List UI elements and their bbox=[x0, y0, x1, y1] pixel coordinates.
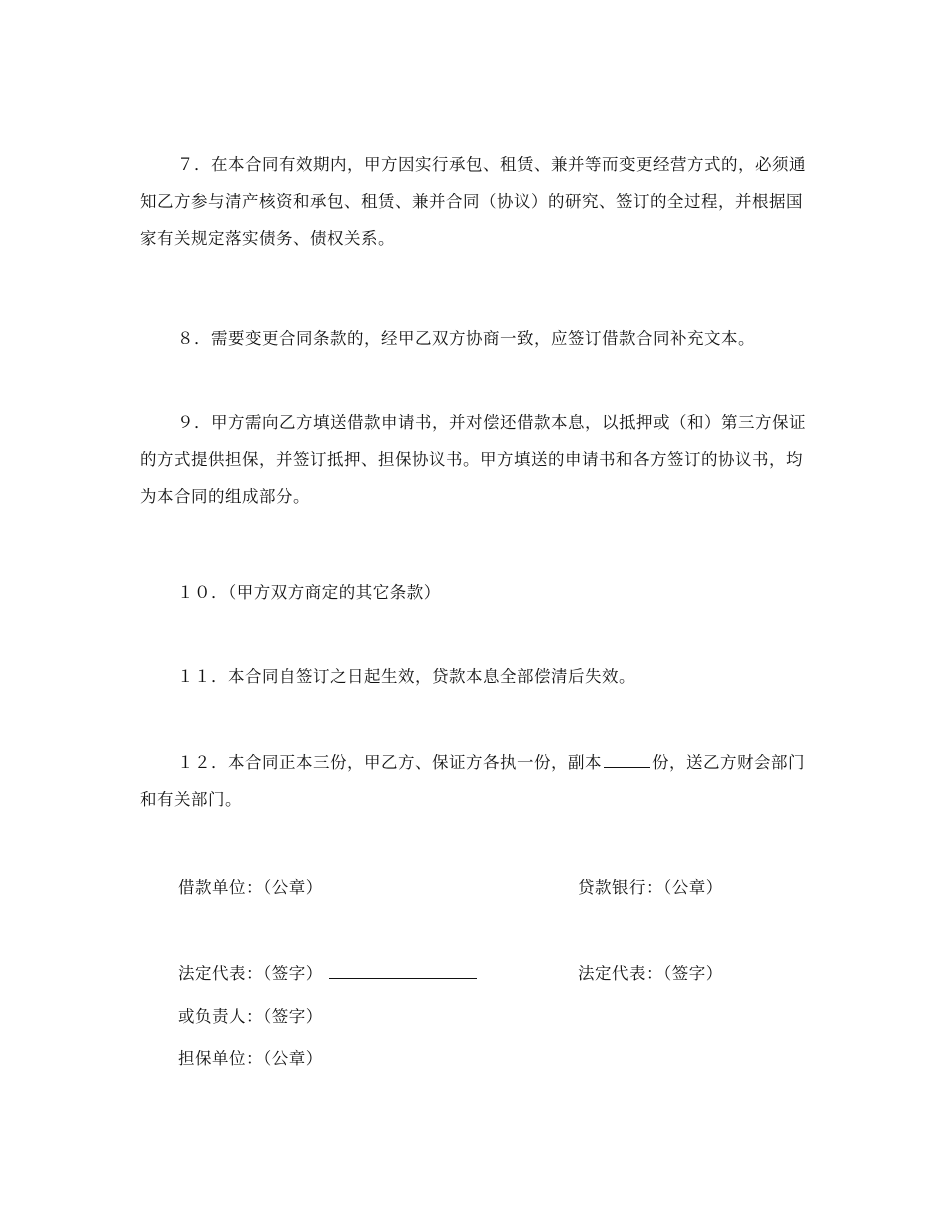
clause-10: １０．（甲方双方商定的其它条款） bbox=[177, 583, 441, 602]
clause-12 bbox=[140, 744, 816, 818]
borrower-unit-label: 借款单位：（公章） bbox=[178, 878, 323, 897]
clause-12-text-a: １２．本合同正本三份，甲乙方、保证方各执一份，副本 bbox=[177, 753, 602, 772]
clause-7: ７．在本合同有效期内，甲方因实行承包、租赁、兼并等而变更经营方式的，必须通知乙方参与清产核资和承包、租赁、兼并合同（协议）的研究、签订的全过程，并根据国家有关规定落实债务、债权关系。 bbox=[140, 155, 806, 248]
clause-12-text-b: 份，送乙方财会部门和有关部门。 bbox=[140, 753, 805, 809]
clause-9: ９．甲方需向乙方填送借款申请书，并对偿还借款本息，以抵押或（和）第三方保证的方式提供担保，并签订抵押、担保协议书。甲方填送的申请书和各方签订的协议书，均为本合同的组成部分。 bbox=[140, 413, 806, 506]
legal-rep-left-label: 法定代表：（签字） bbox=[178, 964, 323, 983]
copies-blank-line bbox=[604, 751, 650, 768]
clause-11: １１．本合同自签订之日起生效，贷款本息全部偿清后失效。 bbox=[177, 667, 636, 686]
legal-rep-signature-line bbox=[329, 962, 477, 979]
lender-bank-label: 贷款银行：（公章） bbox=[578, 878, 723, 897]
legal-rep-right-label: 法定代表：（签字） bbox=[578, 964, 723, 983]
guarantor-unit-label: 担保单位：（公章） bbox=[178, 1049, 323, 1068]
clause-8: ８．需要变更合同条款的，经甲乙双方协商一致，应签订借款合同补充文本。 bbox=[177, 329, 755, 348]
responsible-person-label: 或负责人：（签字） bbox=[178, 1007, 323, 1026]
legal-rep-left bbox=[178, 962, 477, 986]
